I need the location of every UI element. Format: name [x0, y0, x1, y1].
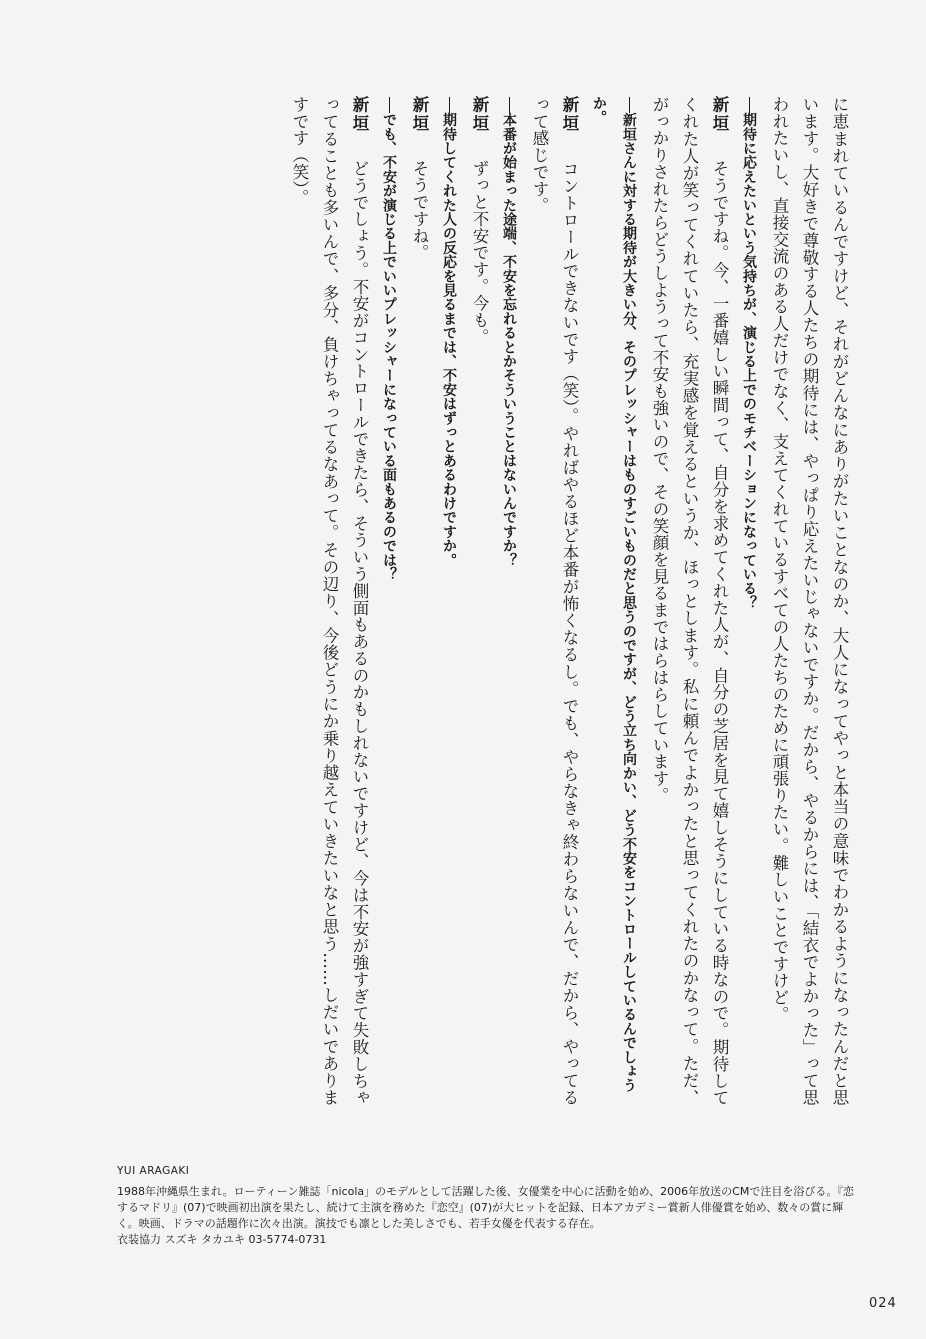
profile-name: YUI ARAGAKI	[117, 1165, 190, 1177]
question-4-text: 期待してくれた人の反応を見るまでは、不安はずっとあるわけですか。	[441, 112, 457, 568]
speaker-label: 新垣	[710, 96, 729, 134]
page-number: 024	[869, 1296, 897, 1311]
speaker-label: 新垣	[470, 96, 489, 133]
question-3	[494, 96, 524, 1106]
profile-block	[117, 1163, 862, 1248]
speaker-label: 新垣	[410, 96, 429, 133]
answer-1	[644, 96, 734, 1106]
profile-bio: 1988年沖縄県生まれ。ローティーン雑誌「nicola」のモデルとして活躍した後、女優業を中心に活動を始め、2006年放送のCMで注目を浴びる。『恋するマドリ』(07)で映画初出演を果たし、続けて主演を務めた『恋空』(07)が大ヒットを記録、日本アカデミー賞新人俳優賞を始め、数々の賞に輝く。映画、ドラマの話題作に次々出演。演技でも凛とした美しさでも、若手女優を代表する存在。	[117, 1185, 854, 1230]
question-5-text: でも、不安が演じる上でいいプレッシャーになっている面もあるのでは？	[381, 112, 397, 582]
answer-4-text: そうですね。	[410, 159, 429, 261]
answer-2-text: コントロールできないです（笑）。やればやるほど本番が怖くなるし。でも、やらなきゃ終わらないんで、だから、やってるって感じです。	[530, 96, 579, 1106]
answer-2	[524, 96, 584, 1106]
answer-5-text: どうでしょう。不安がコントロールできたら、そういう側面もあるのかもしれないですけど、今は不安が強すぎて失敗しちゃってることも多いんで、多分、負けちゃってるなあって。その辺り、今後どうにか乗り越えていきたいなと思う……しだいでありますです（笑）。	[290, 96, 369, 1106]
answer-3-text: ずっと不安です。今も。	[470, 159, 489, 346]
question-dash-icon	[621, 96, 638, 113]
question-dash-icon	[441, 96, 458, 113]
speaker-label: 新垣	[350, 96, 369, 134]
intro-paragraph: に恵まれているんですけど、それがどんなにありがたいことなのか、大人になってやっと本当の意味でわかるようになったんだと思います。大好きで尊敬する人たちの期待には、やっぱり応えたいじゃないですか。だから、やるからには、「結衣でよかった」って思われたいし、直接交流のある人だけでなく、支えてくれているすべての人たちのために頑張りたい。難しいことですけど。	[770, 96, 849, 1106]
question-3-text: 本番が始まった途端、不安を忘れるとかそういうことはないんですか？	[501, 112, 517, 568]
answer-5	[284, 96, 374, 1106]
answer-3	[464, 96, 494, 1106]
question-dash-icon	[741, 96, 758, 113]
question-dash-icon	[381, 96, 398, 113]
question-5	[374, 96, 404, 1106]
question-dash-icon	[501, 96, 518, 113]
answer-1-text: そうですね。今、一番嬉しい瞬間って、自分を求めてくれた人が、自分の芝居を見て嬉しそうにしている時なので。期待してくれた人が笑ってくれていたら、充実感を覚えるというか、ほっとします。私に頼んでよかったと思ってくれたのかなって。ただ、がっかりされたらどうしようって不安も強いので、その笑顔を見るまではらはらしています。	[650, 96, 729, 1106]
question-2	[584, 96, 644, 1106]
answer-4	[404, 96, 434, 1106]
question-1	[734, 96, 764, 1106]
question-2-text: 新垣さんに対する期待が大きい分、そのプレッシャーはものすごいものだと思うのですが、どう立ち向かい、どう不安をコントロールしているんでしょうか。	[591, 96, 637, 1093]
costume-credit: 衣装協力 スズキ タカユキ 03-5774-0731	[117, 1233, 327, 1246]
speaker-label: 新垣	[560, 96, 579, 134]
question-4	[434, 96, 464, 1106]
question-1-text: 期待に応えたいという気持ちが、演じる上でのモチベーションになっている？	[741, 112, 757, 610]
interview-body	[114, 96, 854, 1106]
